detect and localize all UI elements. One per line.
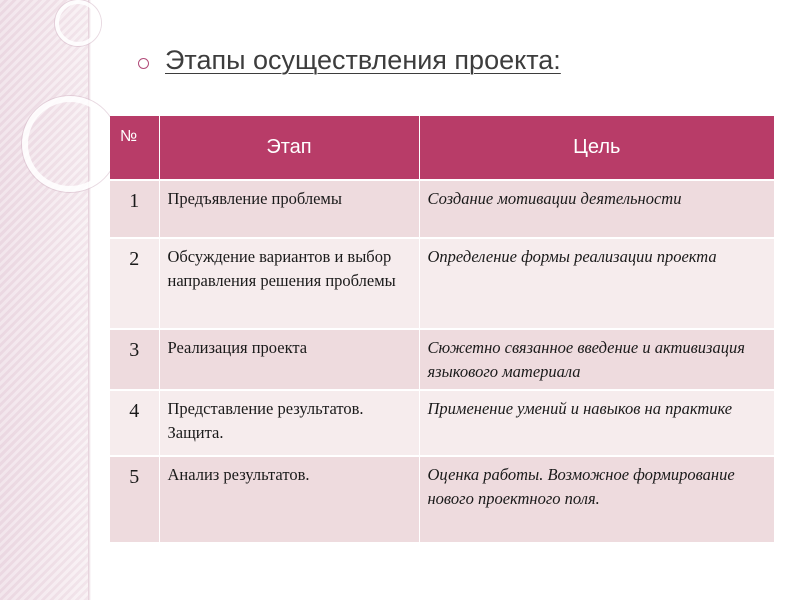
row-stage: Анализ результатов. — [159, 456, 419, 542]
row-goal: Определение формы реализации проекта — [419, 238, 774, 329]
row-goal: Создание мотивации деятельности — [419, 180, 774, 238]
title-row — [138, 40, 561, 80]
decorative-side-band — [0, 0, 90, 600]
row-number: 2 — [129, 248, 140, 270]
project-stages-table — [110, 116, 774, 542]
decorative-ring-large — [22, 96, 118, 192]
row-goal: Оценка работы. Возможное формирование нового проектного поля. — [419, 456, 774, 542]
table-row — [110, 456, 774, 542]
row-number: 1 — [129, 190, 140, 212]
row-stage: Реализация проекта — [159, 329, 419, 390]
row-number: 5 — [129, 466, 140, 488]
table-row — [110, 329, 774, 390]
table-row — [110, 238, 774, 329]
row-number: 4 — [129, 400, 140, 422]
row-stage: Представление результатов. Защита. — [159, 390, 419, 456]
row-number: 3 — [129, 339, 140, 361]
row-goal: Применение умений и навыков на практике — [419, 390, 774, 456]
decorative-ring-small — [55, 0, 101, 46]
row-stage: Предъявление проблемы — [159, 180, 419, 238]
row-stage: Обсуждение вариантов и выбор направления решения проблемы — [159, 238, 419, 329]
row-goal: Сюжетно связанное введение и активизация языкового материала — [419, 329, 774, 390]
header-number: № — [120, 128, 138, 145]
header-goal: Цель — [419, 116, 774, 180]
header-stage: Этап — [159, 116, 419, 180]
table-header-row — [110, 116, 774, 180]
band-divider — [88, 0, 91, 600]
table-row — [110, 180, 774, 238]
bullet-circle-icon — [138, 58, 149, 69]
table-row — [110, 390, 774, 456]
slide-title: Этапы осуществления проекта: — [165, 44, 561, 75]
